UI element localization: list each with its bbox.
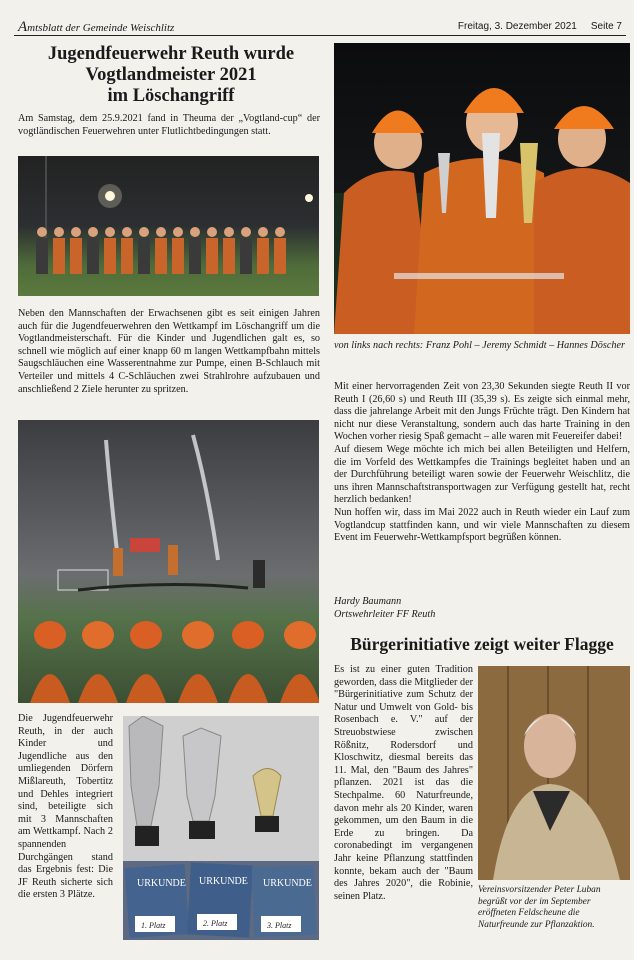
article2-headline: Bürgerinitiative zeigt weiter Flagge xyxy=(350,634,614,654)
certificate-label-1: URKUNDE xyxy=(137,878,186,889)
author-role: Ortswehrleiter FF Reuth xyxy=(334,608,436,620)
article1-paragraph-5: Auf diesem Wege möchte ich mich bei allen Beteiligten und Helfern, die im Vorfeld des Wettkampfes die Trainings begleitet haben und an der Durchführung beteiligt waren sowie der Feuerwehr Weischlitz, die uns ihren Mannschaftstransportwagen zur Verfügung gestellt hat, recht herzlich bedanken! xyxy=(334,443,630,506)
certificate-label-2: URKUNDE xyxy=(199,876,248,887)
article1-paragraph-6: Nun hoffen wir, dass im Mai 2022 auch in Reuth wieder ein Lauf zum Vogtlandcup stattfinden kann, und wir viele Mannschaften zu diesem Event im Feuerwehr-Wettkampfsport begrüßen können. xyxy=(334,506,630,544)
team-photo xyxy=(18,156,319,296)
portrait-photo xyxy=(478,666,630,880)
place-2-label: 2. Platz xyxy=(203,919,228,928)
issue-date: Freitag, 3. Dezember 2021 xyxy=(457,21,577,32)
portrait-photo-caption: Vereinsvorsitzender Peter Luban begrüßt vor der im September eröffneten Feldscheune die Naturfreunde zur Pflanzaktion. xyxy=(478,885,601,930)
article1-intro: Am Samstag, dem 25.9.2021 fand in Theuma der „Vogtland-cup“ der vogtländischen Feuerwehren unter Flutlichtbedingungen statt. xyxy=(18,113,320,137)
article1-headline xyxy=(20,44,322,107)
title-initial: A xyxy=(18,19,28,35)
header-rule xyxy=(14,35,626,36)
place-1-label: 1. Platz xyxy=(141,921,166,930)
header-meta xyxy=(444,21,622,32)
page-number: Seite 7 xyxy=(590,21,622,32)
article1-paragraph-4: Mit einer hervorragenden Zeit von 23,30 Sekunden siegte Reuth II vor Reuth I (26,60 s) und Reuth III (35,39 s). Es zeigte sich einmal mehr, dass die jahrelange Arbeit mit den Jungs Früchte trägt. Den Kindern hat nicht nur diese Veranstaltung, sondern auch das harte Training in den Wochen vorher riesig Spaß gemacht – alle waren mit Feuereifer dabei! xyxy=(334,381,630,443)
article1-paragraph-2: Neben den Mannschaften der Erwachsenen gibt es seit einigen Jahren auch für die Jugendfeuerwehren den Wettkampf im Löschangriff um die Vogtlandmeisterschaft. Für die Kinder und Jugendlichen galt es, so schnell wie möglich auf einer knapp 60 m langen Wettkampfbahn mittels Saugschläuchen eine Wasserentnahme zur Pumpe, einen B-Schlauch mit Verteiler und mittels 4 C-Schläuchen zwei Strahlrohre aufzubauen und anschließend 2 Ziele herunter zu spritzen. xyxy=(18,308,320,395)
author-name: Hardy Baumann xyxy=(334,596,402,607)
article2-body: Es ist zu einer guten Tradition geworden, dass die Mitglieder der "Bürgerinitiative zum Schutz der Natur und Umwelt von Gold- bis Rosenbach e. V." auf der Streuobstwiese zwischen Rößnitz, Rodersdorf und Kloschwitz, diesmal bereits das 11. Mal, den "Baum des Jahres" pflanzen. 2021 ist das die Stechpalme. 60 Naturfreunde, davon mehr als 20 Kinder, waren gekommen, um den Baum in die Erde zu bringen. Da coronabedingt im vergangenen Jahr keine Pflanzung stattfinden konnte, bekam auch der "Baum des Jahres 2020", die Robinie, seinen Platz. xyxy=(334,664,473,902)
winners-photo xyxy=(334,43,630,334)
trophies-photo xyxy=(123,716,319,940)
winners-photo-caption: von links nach rechts: Franz Pohl – Jeremy Schmidt – Hannes Döscher xyxy=(334,340,625,351)
article1-paragraph-3: Die Jugendfeuerwehr Reuth, in der auch Kinder und Jugendliche aus den umliegenden Dörfern Mißlareuth, Tobertitz und Dehles integriert sind, beteiligte sich mit 3 Mannschaften am Wettkampf. Nach 2 spannenden Durchgängen stand das Ergebnis fest: Die JF Reuth sicherte sich die ersten 3 Plätze. xyxy=(18,713,113,901)
article1-signature xyxy=(334,596,630,621)
title-rest: mtsblatt der Gemeinde Weischlitz xyxy=(27,22,175,34)
headline-line-2: Vogtlandmeister 2021 xyxy=(85,65,257,85)
headline-line-1: Jugendfeuerwehr Reuth wurde xyxy=(47,44,295,64)
article1-results xyxy=(334,381,630,545)
certificate-label-3: URKUNDE xyxy=(263,878,312,889)
headline-line-3: im Löschangriff xyxy=(107,86,235,106)
competition-photo xyxy=(18,420,319,703)
newspaper-title xyxy=(18,19,174,36)
place-3-label: 3. Platz xyxy=(267,921,292,930)
